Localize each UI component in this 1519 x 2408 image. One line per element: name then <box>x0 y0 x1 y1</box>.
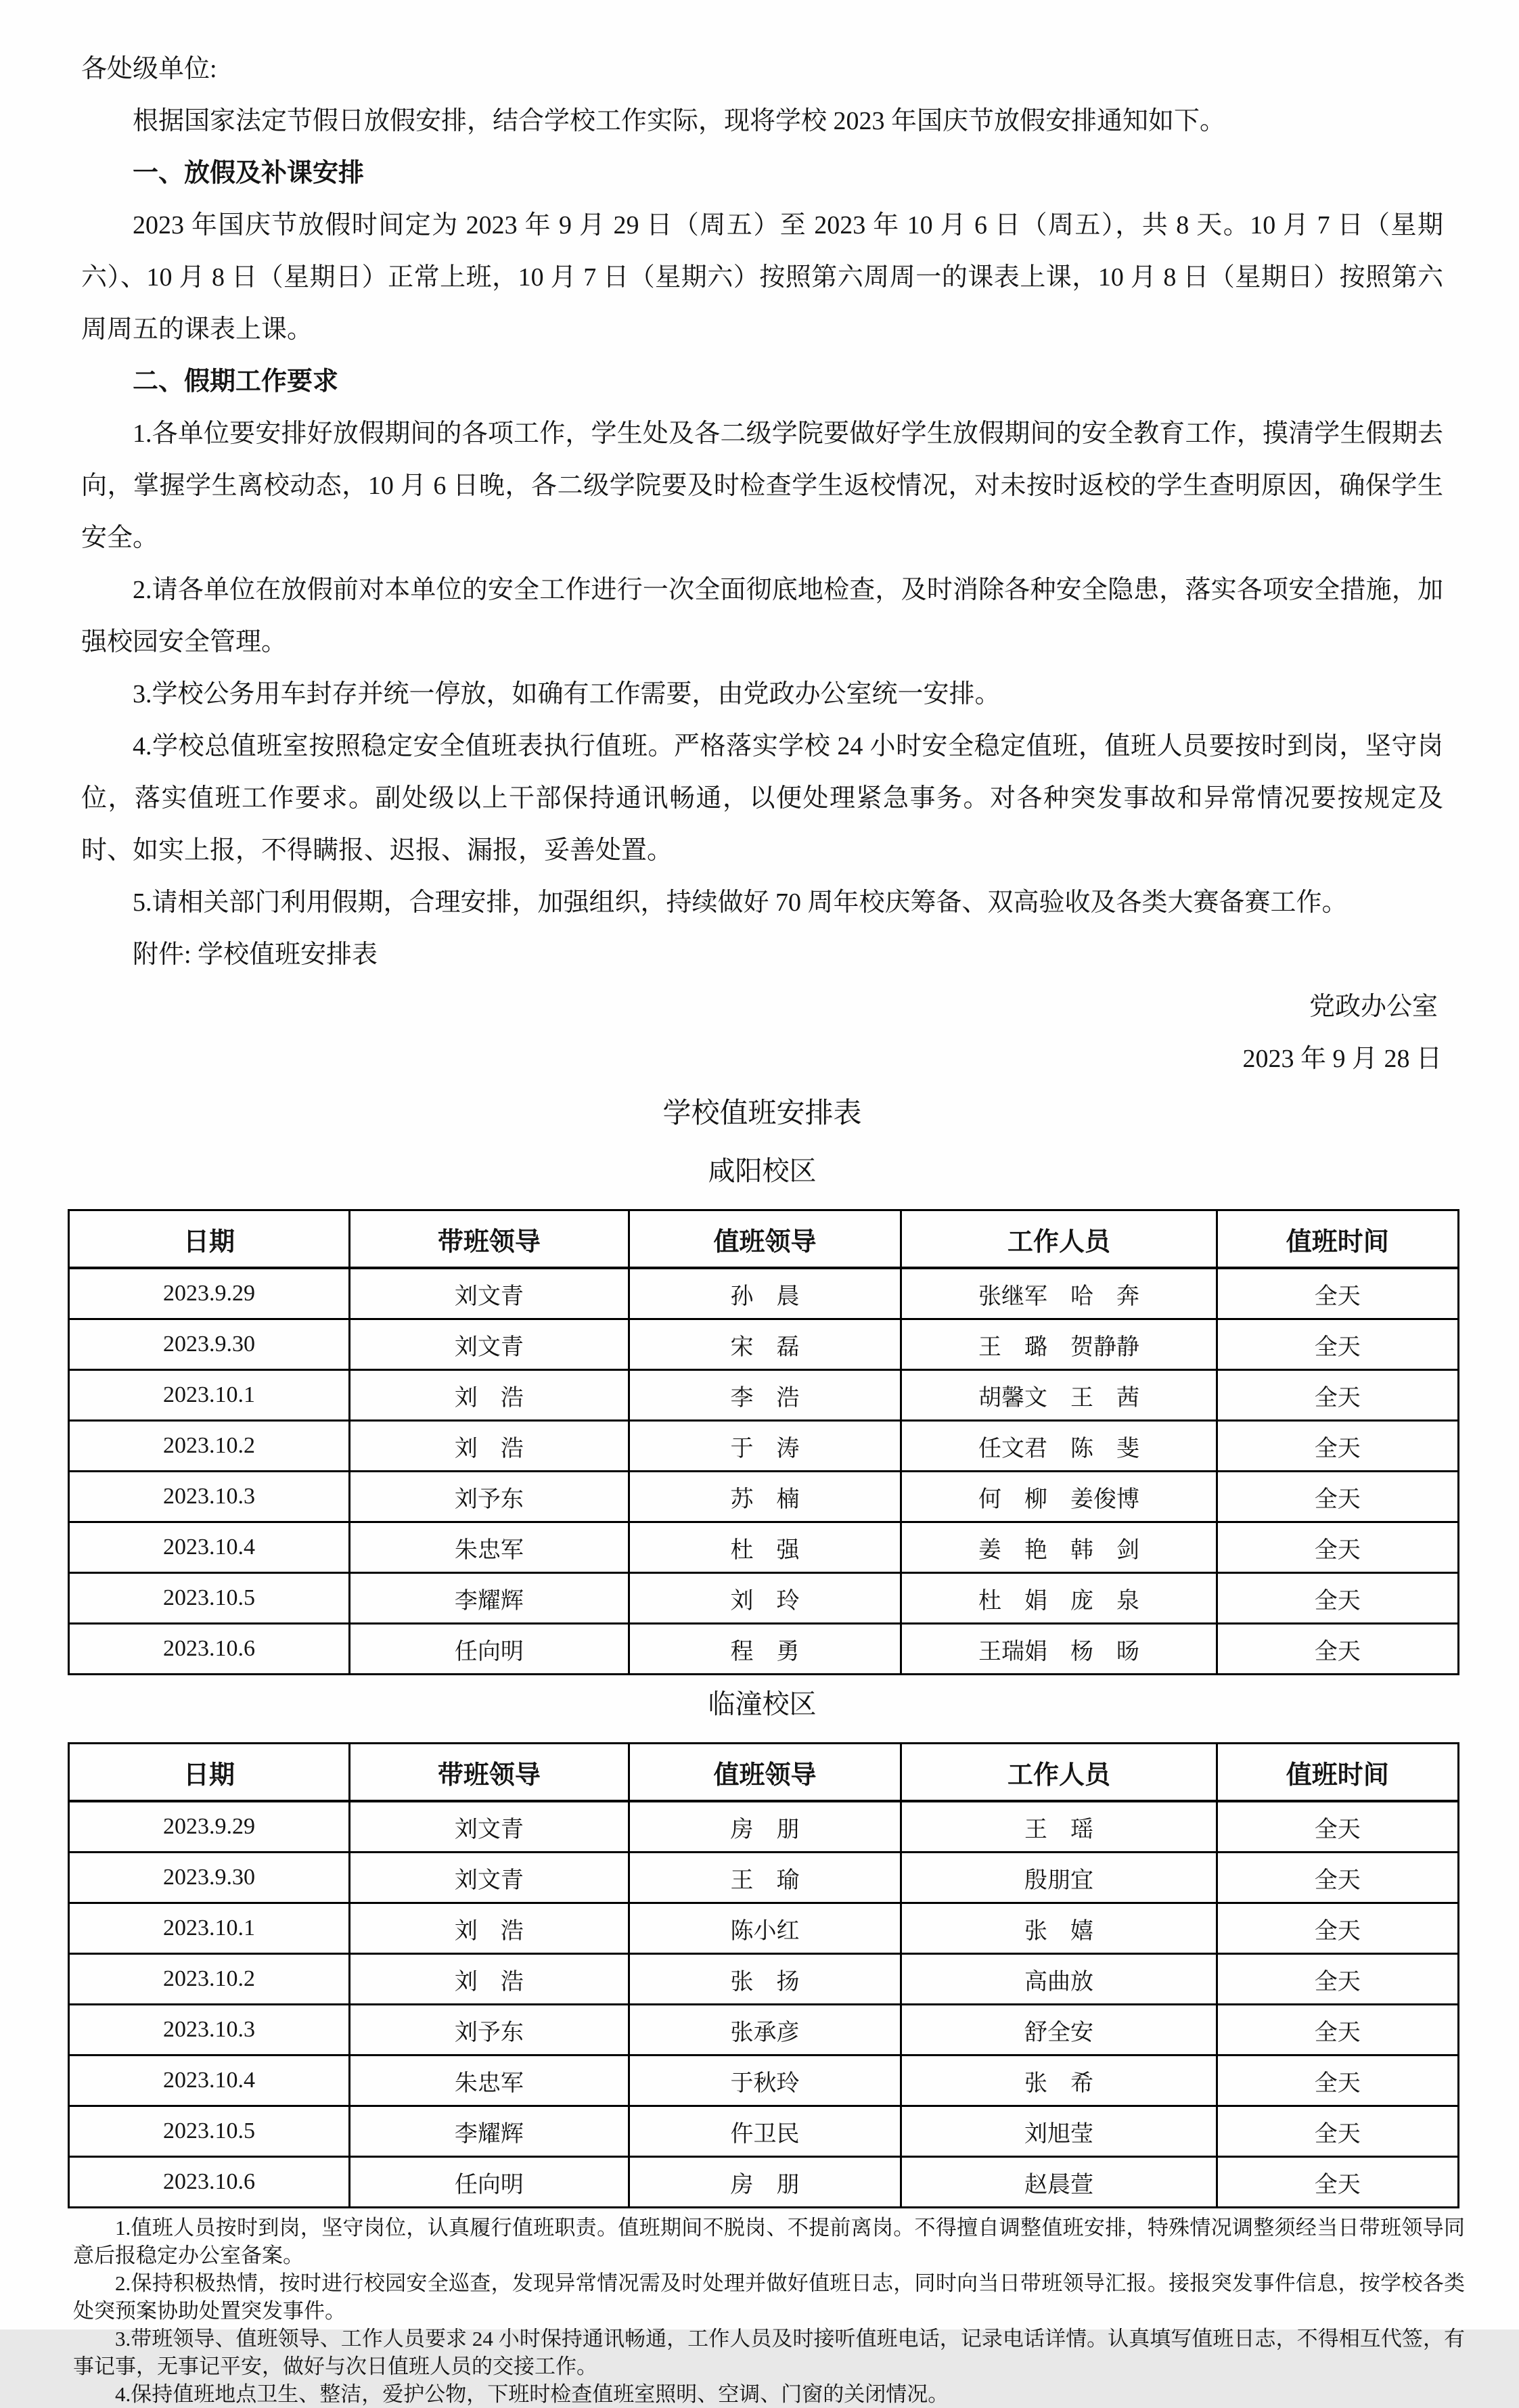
table-row <box>69 1472 1459 1522</box>
notes <box>73 2214 1465 2408</box>
table-row <box>69 1801 1459 1853</box>
table-row <box>69 1319 1459 1370</box>
table-row <box>69 2055 1459 2106</box>
cell-duty-time: 全天 <box>1217 2005 1458 2055</box>
cell-duty-leader: 刘 玲 <box>629 1573 901 1624</box>
cell-duty-leader: 陈小红 <box>629 1903 901 1954</box>
cell-duty-leader: 杜 强 <box>629 1522 901 1573</box>
cell-staff: 杜 娟 庞 泉 <box>901 1573 1217 1624</box>
cell-lead-leader: 刘 浩 <box>349 1903 629 1954</box>
cell-staff: 王瑞娟 杨 旸 <box>901 1624 1217 1675</box>
column-header: 值班领导 <box>629 1210 901 1269</box>
cell-date: 2023.9.30 <box>69 1853 350 1903</box>
table-row <box>69 1853 1459 1903</box>
table-row <box>69 1954 1459 2005</box>
cell-staff: 胡馨文 王 茜 <box>901 1370 1217 1421</box>
duty-table <box>68 1209 1459 1675</box>
cell-staff: 张继军 哈 奔 <box>901 1268 1217 1319</box>
cell-staff: 张 希 <box>901 2055 1217 2106</box>
cell-lead-leader: 刘 浩 <box>349 1370 629 1421</box>
cell-lead-leader: 刘予东 <box>349 2005 629 2055</box>
cell-duty-time: 全天 <box>1217 1370 1458 1421</box>
cell-duty-leader: 于 涛 <box>629 1421 901 1472</box>
cell-duty-time: 全天 <box>1217 2157 1458 2208</box>
table-row <box>69 1370 1459 1421</box>
cell-date: 2023.10.5 <box>69 2106 350 2157</box>
cell-date: 2023.10.3 <box>69 2005 350 2055</box>
cell-date: 2023.10.2 <box>69 1421 350 1472</box>
cell-duty-leader: 程 勇 <box>629 1624 901 1675</box>
table-row <box>69 2157 1459 2208</box>
cell-lead-leader: 刘文青 <box>349 1853 629 1903</box>
column-header: 工作人员 <box>901 1744 1217 1802</box>
table-row <box>69 1903 1459 1954</box>
table-row <box>69 1421 1459 1472</box>
cell-duty-time: 全天 <box>1217 1319 1458 1370</box>
cell-duty-leader: 于秋玲 <box>629 2055 901 2106</box>
note-item: 2.保持积极热情，按时进行校园安全巡查，发现异常情况需及时处理并做好值班日志，同时向当日带班领导汇报。接报突发事件信息，按学校各类处突预案协助处置突发事件。 <box>73 2271 1465 2323</box>
cell-staff: 刘旭莹 <box>901 2106 1217 2157</box>
cell-date: 2023.10.6 <box>69 1624 350 1675</box>
cell-duty-leader: 房 朋 <box>629 2157 901 2208</box>
cell-duty-time: 全天 <box>1217 1573 1458 1624</box>
table-row <box>69 2005 1459 2055</box>
cell-date: 2023.10.1 <box>69 1903 350 1954</box>
cell-date: 2023.9.30 <box>69 1319 350 1370</box>
cell-duty-time: 全天 <box>1217 1853 1458 1903</box>
cell-duty-time: 全天 <box>1217 1903 1458 1954</box>
cell-staff: 王 璐 贺静静 <box>901 1319 1217 1370</box>
table-header-row <box>69 1210 1459 1269</box>
campus-name: 临潼校区 <box>708 1689 817 1719</box>
attachment-line: 附件: 学校值班安排表 <box>133 940 378 969</box>
cell-duty-time: 全天 <box>1217 1624 1458 1675</box>
cell-duty-leader: 张 扬 <box>629 1954 901 2005</box>
requirement-item-2: 2.请各单位在放假前对本单位的安全工作进行一次全面彻底地检查，及时消除各种安全隐患，落实各项安全措施，加强校园安全管理。 <box>81 576 1443 656</box>
cell-duty-time: 全天 <box>1217 1801 1458 1853</box>
schedule-title: 学校值班安排表 <box>662 1098 862 1129</box>
campus-name: 咸阳校区 <box>708 1156 817 1186</box>
requirement-item-3: 3.学校公务用车封存并统一停放，如确有工作需要，由党政办公室统一安排。 <box>133 680 1001 708</box>
column-header: 带班领导 <box>349 1744 629 1802</box>
cell-lead-leader: 任向明 <box>349 2157 629 2208</box>
cell-duty-leader: 李 浩 <box>629 1370 901 1421</box>
cell-duty-leader: 孙 晨 <box>629 1268 901 1319</box>
cell-staff: 张 嬉 <box>901 1903 1217 1954</box>
cell-date: 2023.9.29 <box>69 1268 350 1319</box>
column-header: 值班时间 <box>1217 1744 1458 1802</box>
section1-body: 2023 年国庆节放假时间定为 2023 年 9 月 29 日（周五）至 2023 年 10 月 6 日（周五），共 8 天。10 月 7 日（星期六）、10 月 8 日（星期日）正常上班，10 月 7 日（星期六）按照第六周周一的课表上课，10 月 8 日（星期日）按照第六周周五的课表上课。 <box>81 211 1443 344</box>
cell-duty-leader: 仵卫民 <box>629 2106 901 2157</box>
cell-date: 2023.10.5 <box>69 1573 350 1624</box>
cell-lead-leader: 刘 浩 <box>349 1954 629 2005</box>
cell-staff: 舒全安 <box>901 2005 1217 2055</box>
cell-staff: 何 柳 姜俊博 <box>901 1472 1217 1522</box>
column-header: 工作人员 <box>901 1210 1217 1269</box>
cell-lead-leader: 李耀辉 <box>349 2106 629 2157</box>
table-row <box>69 2106 1459 2157</box>
signer-line: 党政办公室 <box>1309 993 1438 1021</box>
cell-duty-time: 全天 <box>1217 1954 1458 2005</box>
section2-heading: 二、假期工作要求 <box>133 367 339 396</box>
table-row <box>69 1573 1459 1624</box>
requirement-item-4: 4.学校总值班室按照稳定安全值班表执行值班。严格落实学校 24 小时安全稳定值班，值班人员要按时到岗，坚守岗位，落实值班工作要求。副处级以上干部保持通讯畅通，以便处理紧急事务。对各种突发事故和异常情况要按规定及时、如实上报，不得瞒报、迟报、漏报，妥善处置。 <box>81 732 1443 865</box>
note-item: 1.值班人员按时到岗，坚守岗位，认真履行值班职责。值班期间不脱岗、不提前离岗。不得擅自调整值班安排，特殊情况调整须经当日带班领导同意后报稳定办公室备案。 <box>73 2216 1465 2267</box>
sign-date-line: 2023 年 9 月 28 日 <box>1242 1045 1442 1073</box>
cell-date: 2023.9.29 <box>69 1801 350 1853</box>
column-header: 日期 <box>69 1210 350 1269</box>
column-header: 值班时间 <box>1217 1210 1458 1269</box>
table-header-row <box>69 1744 1459 1802</box>
column-header: 值班领导 <box>629 1744 901 1802</box>
table-row <box>69 1522 1459 1573</box>
requirement-item-5: 5.请相关部门利用假期，合理安排，加强组织，持续做好 70 周年校庆筹备、双高验收及各类大赛备赛工作。 <box>133 888 1348 917</box>
notice-body <box>81 43 1443 1085</box>
cell-lead-leader: 刘文青 <box>349 1268 629 1319</box>
cell-staff: 任文君 陈 斐 <box>901 1421 1217 1472</box>
cell-duty-time: 全天 <box>1217 1472 1458 1522</box>
cell-staff: 殷朋宜 <box>901 1853 1217 1903</box>
cell-date: 2023.10.3 <box>69 1472 350 1522</box>
cell-duty-leader: 宋 磊 <box>629 1319 901 1370</box>
cell-lead-leader: 朱忠军 <box>349 2055 629 2106</box>
cell-staff: 王 瑶 <box>901 1801 1217 1853</box>
section1-heading: 一、放假及补课安排 <box>133 159 365 187</box>
salutation: 各处级单位: <box>81 55 217 83</box>
cell-lead-leader: 刘文青 <box>349 1801 629 1853</box>
note-item: 4.保持值班地点卫生、整洁，爱护公物，下班时检查值班室照明、空调、门窗的关闭情况。 <box>115 2382 949 2406</box>
cell-staff: 赵晨萱 <box>901 2157 1217 2208</box>
cell-date: 2023.10.2 <box>69 1954 350 2005</box>
cell-duty-time: 全天 <box>1217 2106 1458 2157</box>
cell-lead-leader: 刘 浩 <box>349 1421 629 1472</box>
requirement-item-1: 1.各单位要安排好放假期间的各项工作，学生处及各二级学院要做好学生放假期间的安全教育工作，摸清学生假期去向，掌握学生离校动态，10 月 6 日晚，各二级学院要及时检查学生返校情况，对未按时返校的学生查明原因，确保学生安全。 <box>81 419 1443 552</box>
cell-duty-leader: 王 瑜 <box>629 1853 901 1903</box>
intro-paragraph: 根据国家法定节假日放假安排，结合学校工作实际，现将学校 2023 年国庆节放假安排通知如下。 <box>133 107 1226 135</box>
campus-section-xianyang <box>81 1145 1443 1675</box>
campus-section-lintong <box>81 1678 1443 2208</box>
cell-lead-leader: 任向明 <box>349 1624 629 1675</box>
cell-duty-time: 全天 <box>1217 2055 1458 2106</box>
column-header: 日期 <box>69 1744 350 1802</box>
cell-duty-time: 全天 <box>1217 1522 1458 1573</box>
table-row <box>69 1624 1459 1675</box>
cell-duty-time: 全天 <box>1217 1268 1458 1319</box>
cell-staff: 姜 艳 韩 剑 <box>901 1522 1217 1573</box>
cell-duty-leader: 苏 楠 <box>629 1472 901 1522</box>
cell-date: 2023.10.6 <box>69 2157 350 2208</box>
cell-duty-leader: 张承彦 <box>629 2005 901 2055</box>
cell-staff: 高曲放 <box>901 1954 1217 2005</box>
duty-table <box>68 1742 1459 2208</box>
cell-duty-time: 全天 <box>1217 1421 1458 1472</box>
note-item: 3.带班领导、值班领导、工作人员要求 24 小时保持通讯畅通，工作人员及时接听值班电话，记录电话详情。认真填写值班日志，不得相互代签，有事记事，无事记平安，做好与次日值班人员的交接工作。 <box>73 2327 1465 2378</box>
column-header: 带班领导 <box>349 1210 629 1269</box>
cell-duty-leader: 房 朋 <box>629 1801 901 1853</box>
cell-date: 2023.10.1 <box>69 1370 350 1421</box>
cell-date: 2023.10.4 <box>69 2055 350 2106</box>
cell-lead-leader: 朱忠军 <box>349 1522 629 1573</box>
cell-date: 2023.10.4 <box>69 1522 350 1573</box>
cell-lead-leader: 刘文青 <box>349 1319 629 1370</box>
table-row <box>69 1268 1459 1319</box>
cell-lead-leader: 李耀辉 <box>349 1573 629 1624</box>
cell-lead-leader: 刘予东 <box>349 1472 629 1522</box>
